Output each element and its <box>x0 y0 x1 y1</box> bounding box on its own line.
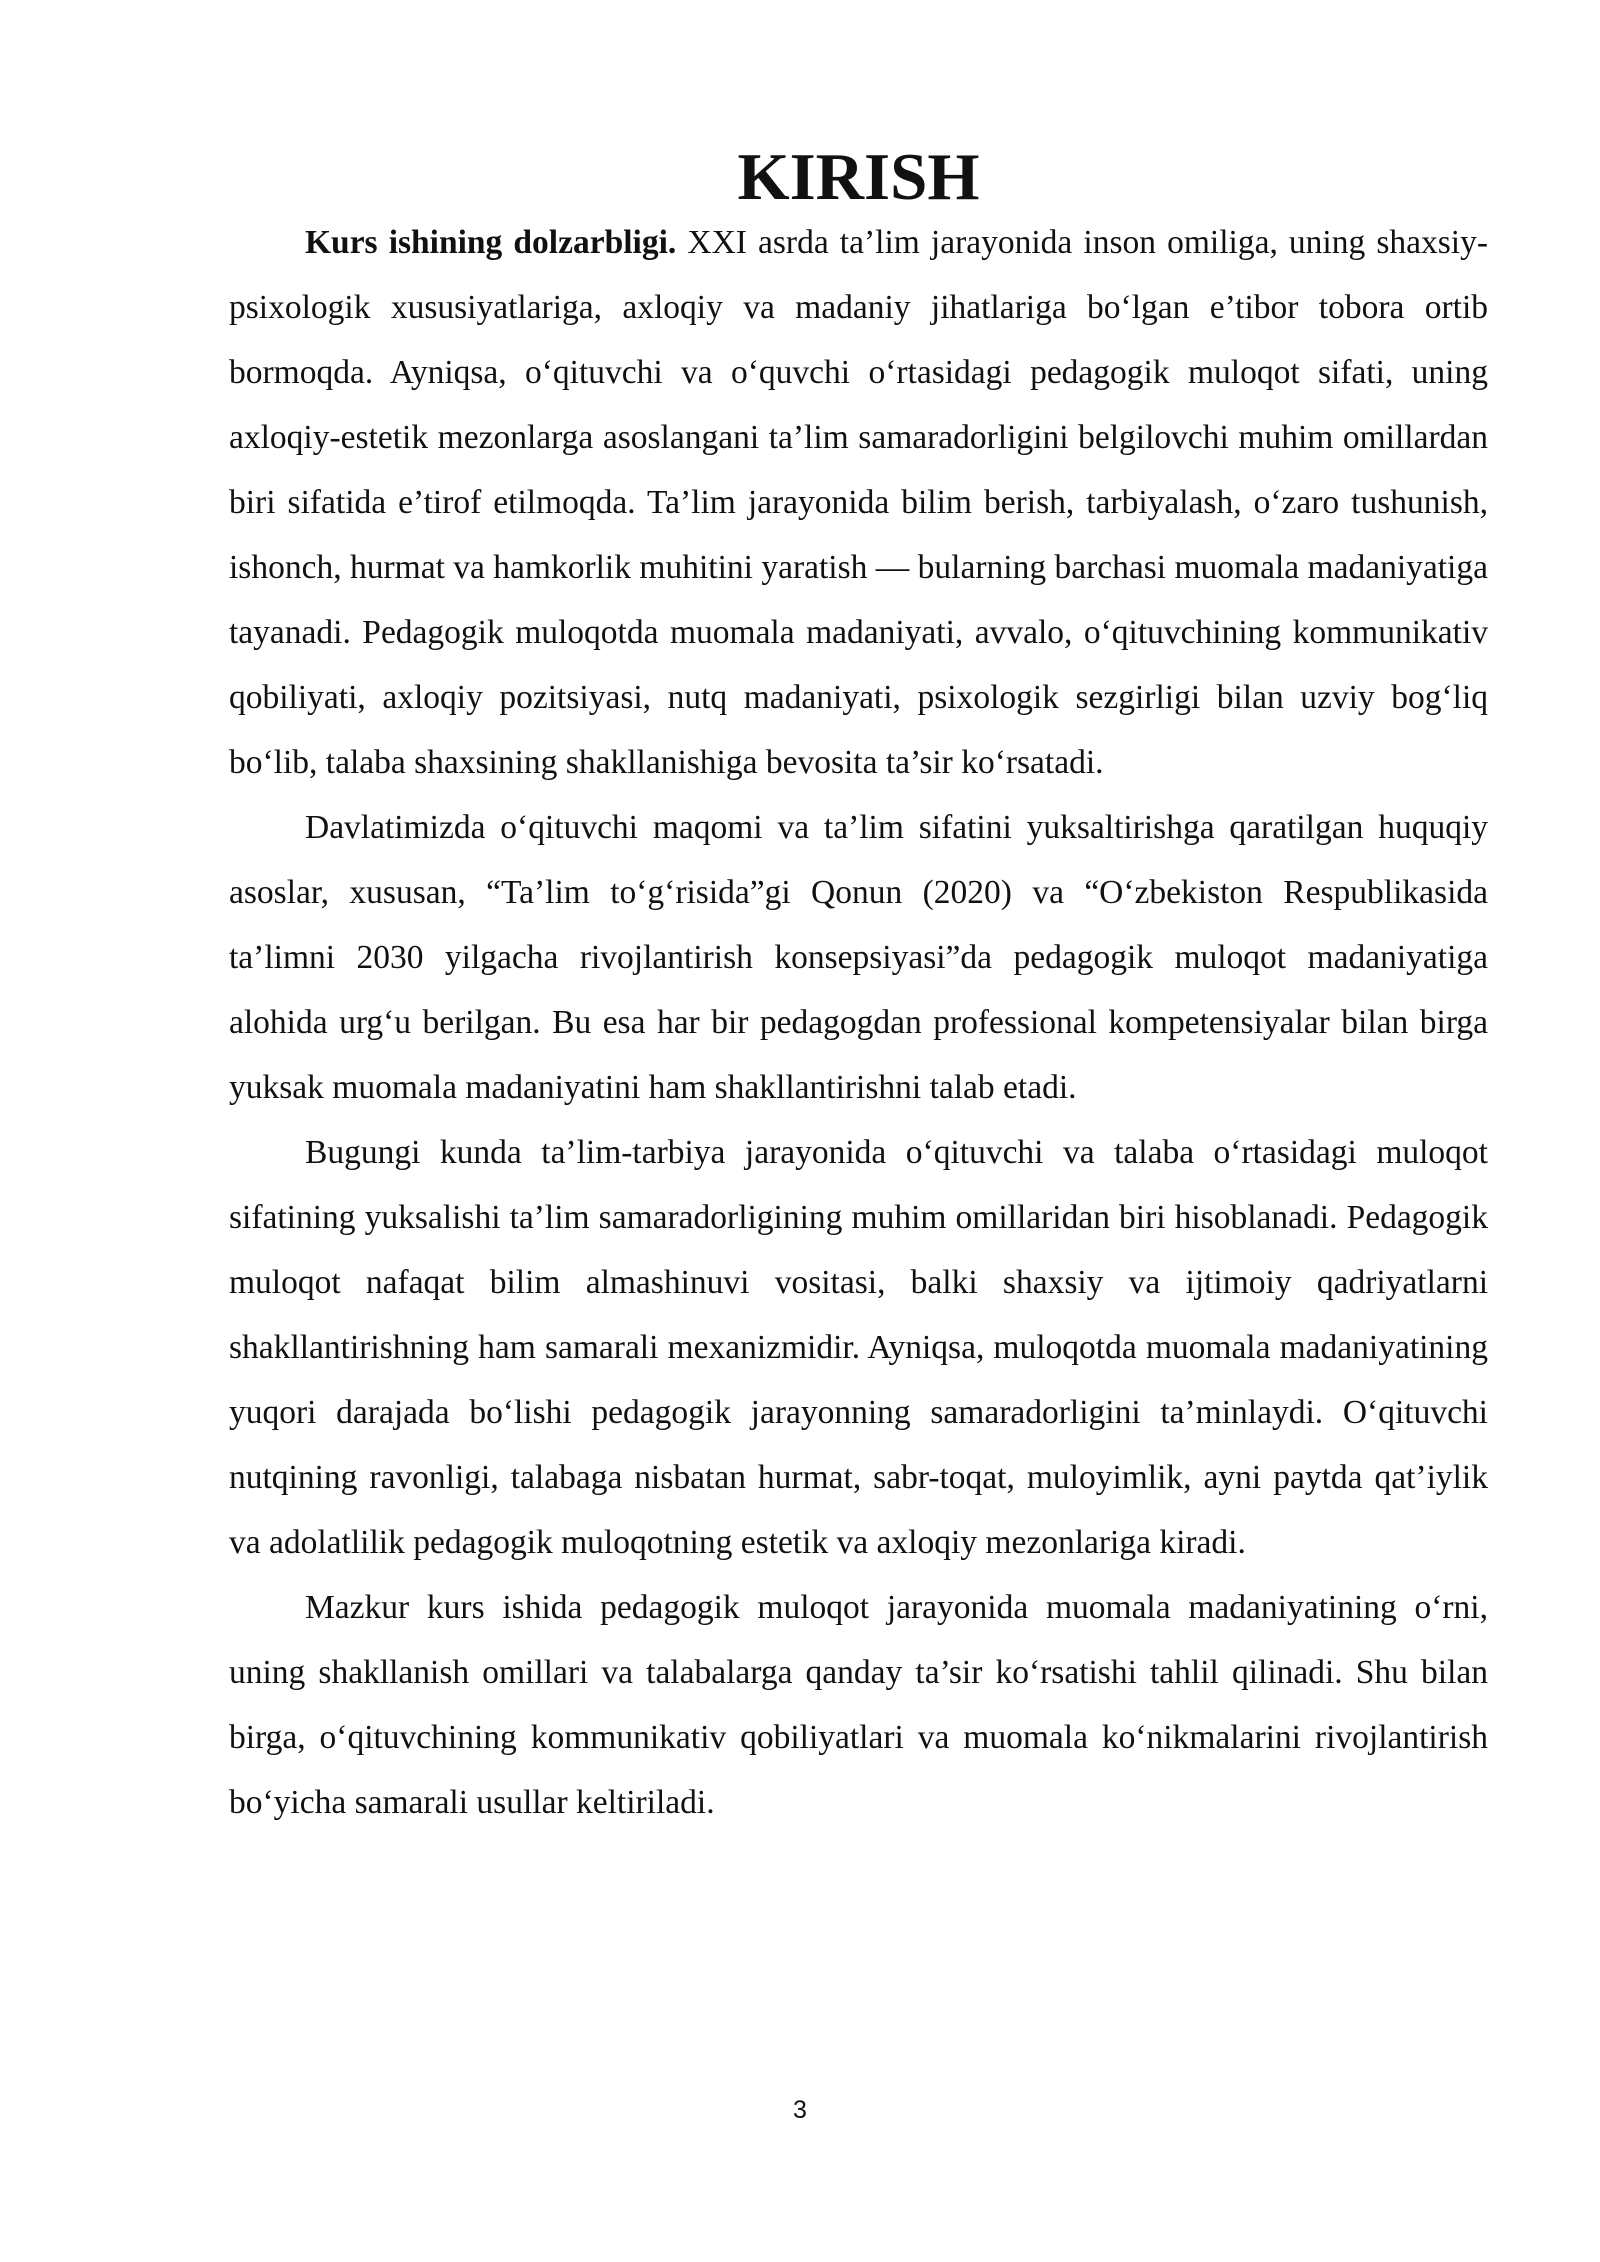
section-heading: KIRISH <box>737 140 980 214</box>
page-number: 3 <box>793 2096 807 2124</box>
paragraph-3 <box>229 1120 1488 1575</box>
paragraph-2 <box>229 795 1488 1120</box>
page-content <box>229 140 1488 1835</box>
paragraph-text: Davlatimizda o‘qituvchi maqomi va ta’lim sifatini yuksaltirishga qaratilgan huquqiy asoslar, xususan, “Ta’lim to‘g‘risida”gi Qonun (2020) va “O‘zbekiston Respublikasida ta’limni 2030 yilgacha rivojlantirish konsepsiyasi”da pedagogik muloqot madaniyatiga alohida urg‘u berilgan. Bu esa har bir pedagogdan professional kompetensiyalar bilan birga yuksak muomala madaniyatini ham shakllantirishni talab etadi. <box>229 809 1488 1106</box>
paragraph-1 <box>229 210 1488 795</box>
paragraph-lead: Kurs ishining dolzarbligi. <box>305 224 677 261</box>
paragraph-text: Bugungi kunda ta’lim-tarbiya jarayonida o‘qituvchi va talaba o‘rtasidagi muloqot sifatining yuksalishi ta’lim samaradorligining muhim omillaridan biri hisoblanadi. Pedagogik muloqot nafaqat bilim almashinuvi vositasi, balki shaxsiy va ijtimoiy qadriyatlarni shakllantirishning ham samarali mexanizmidir. Ayniqsa, muloqotda muomala madaniyatining yuqori darajada bo‘lishi pedagogik jarayonning samaradorligini ta’minlaydi. O‘qituvchi nutqining ravonligi, talabaga nisbatan hurmat, sabr-toqat, muloyimlik, ayni paytda qat’iylik va adolatlilik pedagogik muloqotning estetik va axloqiy mezonlariga kiradi. <box>229 1134 1488 1561</box>
paragraph-text: Mazkur kurs ishida pedagogik muloqot jarayonida muomala madaniyatining o‘rni, uning shakllanish omillari va talabalarga qanday ta’sir ko‘rsatishi tahlil qilinadi. Shu bilan birga, o‘qituvchining kommunikativ qobiliyatlari va muomala ko‘nikmalarini rivojlantirish bo‘yicha samarali usullar keltiriladi. <box>229 1589 1488 1821</box>
paragraph-text: XXI asrda ta’lim jarayonida inson omiliga, uning shaxsiy-psixologik xususiyatlariga, axloqiy va madaniy jihatlariga bo‘lgan e’tibor tobora ortib bormoqda. Ayniqsa, o‘qituvchi va o‘quvchi o‘rtasidagi pedagogik muloqot sifati, uning axloqiy-estetik mezonlarga asoslangani ta’lim samaradorligini belgilovchi muhim omillardan biri sifatida e’tirof etilmoqda. Ta’lim jarayonida bilim berish, tarbiyalash, o‘zaro tushunish, ishonch, hurmat va hamkorlik muhitini yaratish — bularning barchasi muomala madaniyatiga tayanadi. Pedagogik muloqotda muomala madaniyati, avvalo, o‘qituvchining kommunikativ qobiliyati, axloqiy pozitsiyasi, nutq madaniyati, psixologik sezgirligi bilan uzviy bog‘liq bo‘lib, talaba shaxsining shakllanishiga bevosita ta’sir ko‘rsatadi. <box>229 224 1488 781</box>
paragraph-4 <box>229 1575 1488 1835</box>
